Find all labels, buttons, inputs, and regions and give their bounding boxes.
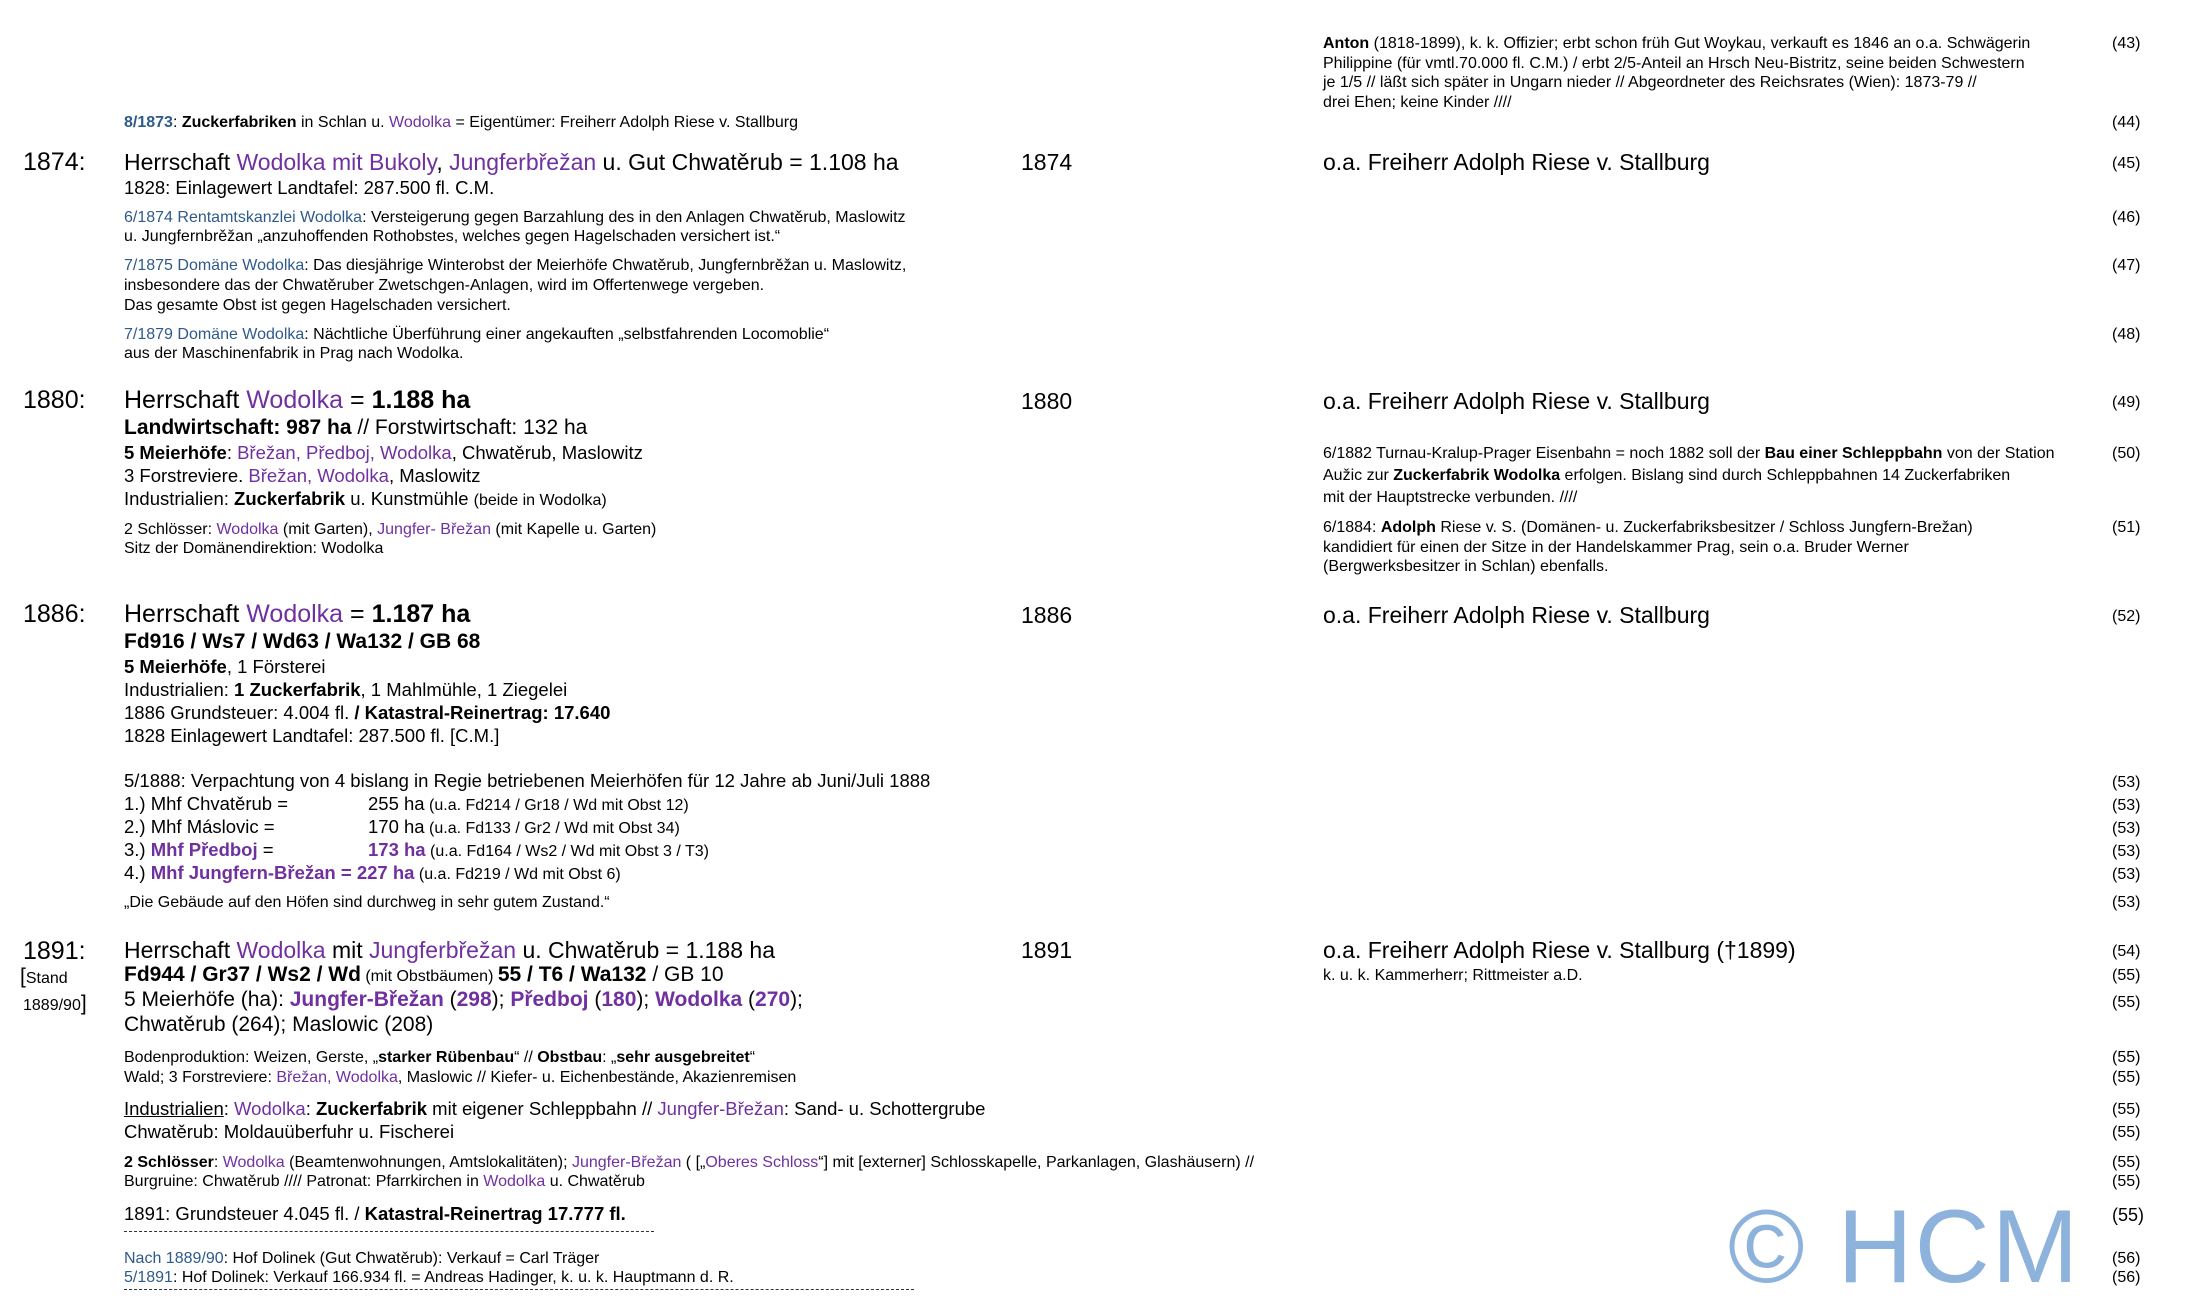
footnote-ref: (53) bbox=[2112, 820, 2141, 837]
footnote-ref: (53) bbox=[2112, 843, 2141, 860]
land-register-value-1874: 1828: Einlagewert Landtafel: 287.500 fl. C.M. bbox=[124, 177, 495, 198]
footnote-ref: (46) bbox=[2112, 209, 2141, 226]
year-column-1891: 1891 bbox=[1021, 937, 1073, 963]
footnote-ref: (50) bbox=[2112, 445, 2141, 462]
note-1874-line1: 6/1874 Rentamtskanzlei Wodolka: Versteigerung gegen Barzahlung des in den Anlagen Chwatěrub, Maslowitz bbox=[124, 209, 906, 226]
anton-name: Anton bbox=[1323, 35, 1370, 52]
footnote-ref: (43) bbox=[2112, 35, 2141, 52]
farm-lease-row-2-area: 170 ha (u.a. Fd133 / Gr2 / Wd mit Obst 34) bbox=[368, 816, 680, 837]
footnote-ref: (44) bbox=[2112, 114, 2141, 131]
anton-note-line3: je 1/5 // läßt sich später in Ungarn nieder // Abgeordneter des Reichsrates (Wien): 1873-79 // bbox=[1323, 74, 1977, 91]
footnote-ref: (55) bbox=[2112, 1124, 2141, 1141]
industry-1886: Industrialien: 1 Zuckerfabrik, 1 Mahlmühle, 1 Ziegelei bbox=[124, 679, 568, 700]
buildings-quote-1888: „Die Gebäude auf den Höfen sind durchweg in sehr gutem Zustand.“ bbox=[124, 894, 610, 911]
tax-1886: 1886 Grundsteuer: 4.004 fl. / Katastral-Reinertrag: 17.640 bbox=[124, 702, 611, 723]
industry-1880: Industrialien: Zuckerfabrik u. Kunstmühle (beide in Wodolka) bbox=[124, 488, 607, 509]
note-1879-line1: 7/1879 Domäne Wodolka: Nächtliche Überführung einer angekauften „selbstfahrenden Locomoblie“ bbox=[124, 326, 830, 343]
administration-seat-1880: Sitz der Domänendirektion: Wodolka bbox=[124, 540, 384, 557]
farm-lease-row-3-area: 173 ha (u.a. Fd164 / Ws2 / Wd mit Obst 3 / T3) bbox=[368, 839, 709, 860]
owner-1880: o.a. Freiherr Adolph Riese v. Stallburg bbox=[1323, 388, 1710, 414]
footnote-ref: (56) bbox=[2112, 1269, 2141, 1286]
note-1875-line3: Das gesamte Obst ist gegen Hagelschaden versichert. bbox=[124, 297, 511, 314]
farm-lease-row-1: 1.) Mhf Chvatěrub = bbox=[124, 793, 289, 814]
footnote-ref: (52) bbox=[2112, 608, 2141, 625]
footnote-ref: (53) bbox=[2112, 866, 2141, 883]
estate-title-1891: Herrschaft Wodolka mit Jungferbřežan u. Chwatěrub = 1.188 ha bbox=[124, 937, 775, 963]
footnote-ref: (55) bbox=[2112, 967, 2141, 984]
footnote-ref: (47) bbox=[2112, 257, 2141, 274]
year-label-1891: 1891: bbox=[23, 937, 86, 965]
footnote-ref: (49) bbox=[2112, 394, 2141, 411]
footnote-ref: (55) bbox=[2112, 1101, 2141, 1118]
footnote-ref: (55) bbox=[2112, 1069, 2141, 1086]
farm-lease-row-4: 4.) Mhf Jungfern-Břežan = 227 ha (u.a. Fd219 / Wd mit Obst 6) bbox=[124, 862, 621, 883]
castles-1880: 2 Schlösser: Wodolka (mit Garten), Jungfer- Břežan (mit Kapelle u. Garten) bbox=[124, 521, 657, 538]
lease-note-1888: 5/1888: Verpachtung von 4 bislang in Regie betriebenen Meierhöfen für 12 Jahre ab Juni/Juli 1888 bbox=[124, 770, 931, 791]
farms-1886: 5 Meierhöfe, 1 Försterei bbox=[124, 656, 326, 677]
footnote-ref: (55) bbox=[2112, 1205, 2145, 1225]
year-label-1880: 1880: bbox=[23, 386, 86, 414]
railway-note-line3: mit der Hauptstrecke verbunden. //// bbox=[1323, 489, 1578, 506]
anton-note-line2: Philippine (für vmtl.70.000 fl. C.M.) / erbt 2/5-Anteil an Hrsch Neu-Bistritz, seine beiden Schwestern bbox=[1323, 55, 2025, 72]
footnote-ref: (53) bbox=[2112, 774, 2141, 791]
year-label-1886: 1886: bbox=[23, 600, 86, 628]
farms-1891-line2: Chwatěrub (264); Maslowic (208) bbox=[124, 1013, 434, 1036]
footnote-ref: (56) bbox=[2112, 1250, 2141, 1267]
separator-line bbox=[124, 1289, 914, 1290]
note-1874-line2: u. Jungfernbrěžan „anzuhoffenden Rothobstes, welches gegen Hagelschaden versichert ist.“ bbox=[124, 228, 781, 245]
footnote-ref: (54) bbox=[2112, 943, 2141, 960]
industry-1891: Industrialien: Wodolka: Zuckerfabrik mit eigener Schleppbahn // Jungfer-Břežan: Sand- u. Schottergrube bbox=[124, 1098, 986, 1119]
dolinek-sale-2: 5/1891: Hof Dolinek: Verkauf 166.934 fl. = Andreas Hadinger, k. u. k. Hauptmann d. R. bbox=[124, 1269, 734, 1286]
land-codes-1891: Fd944 / Gr37 / Ws2 / Wd (mit Obstbäumen) 55 / T6 / Wa132 / GB 10 bbox=[124, 963, 724, 986]
land-codes-1886: Fd916 / Ws7 / Wd63 / Wa132 / GB 68 bbox=[124, 630, 481, 653]
footnote-ref: (55) bbox=[2112, 1173, 2141, 1190]
estate-title-1886: Herrschaft Wodolka = 1.187 ha bbox=[124, 600, 471, 628]
separator-line bbox=[124, 1231, 654, 1232]
owner-title-1891: k. u. k. Kammerherr; Rittmeister a.D. bbox=[1323, 967, 1583, 984]
railway-note-line1: 6/1882 Turnau-Kralup-Prager Eisenbahn = noch 1882 soll der Bau einer Schleppbahn von der Station bbox=[1323, 445, 2055, 462]
footnote-ref: (55) bbox=[2112, 994, 2141, 1011]
anton-note-line4: drei Ehen; keine Kinder //// bbox=[1323, 94, 1512, 111]
dolinek-sale-1: Nach 1889/90: Hof Dolinek (Gut Chwatěrub): Verkauf = Carl Träger bbox=[124, 1250, 600, 1267]
year-column-1880: 1880 bbox=[1021, 388, 1073, 414]
footnote-ref: (48) bbox=[2112, 326, 2141, 343]
castles-1891: 2 Schlösser: Wodolka (Beamtenwohnungen, Amtslokalitäten); Jungfer-Břežan ( [„Oberes Schloss“] mit [externer] Schlosskapelle, Parkanlagen, Glashäusern) // bbox=[124, 1154, 1255, 1171]
note-1875-line1: 7/1875 Domäne Wodolka: Das diesjährige Winterobst der Meierhöfe Chwatěrub, Jungfernbrěžan u. Maslowitz, bbox=[124, 257, 907, 274]
estate-title-1880: Herrschaft Wodolka = 1.188 ha bbox=[124, 386, 471, 414]
year-column-1886: 1886 bbox=[1021, 602, 1073, 628]
status-note-1891: [Stand bbox=[20, 965, 68, 988]
footnote-ref: (53) bbox=[2112, 894, 2141, 911]
estate-title-1874: Herrschaft Wodolka mit Bukoly, Jungferbřežan u. Gut Chwatěrub = 1.108 ha bbox=[124, 149, 899, 175]
industry-1891-line2: Chwatěrub: Moldauüberfuhr u. Fischerei bbox=[124, 1121, 455, 1142]
chamber-note-line3: (Bergwerksbesitzer in Schlan) ebenfalls. bbox=[1323, 558, 1609, 575]
owner-1886: o.a. Freiherr Adolph Riese v. Stallburg bbox=[1323, 602, 1710, 628]
year-column-1874: 1874 bbox=[1021, 149, 1073, 175]
agriculture-1891: Bodenproduktion: Weizen, Gerste, „starker Rübenbau“ // Obstbau: „sehr ausgebreitet“ bbox=[124, 1049, 756, 1066]
farm-lease-row-2: 2.) Mhf Máslovic = bbox=[124, 816, 275, 837]
farm-lease-row-3: 3.) Mhf Předboj = bbox=[124, 839, 274, 860]
forest-districts-1880: 3 Forstreviere. Břežan, Wodolka, Maslowitz bbox=[124, 465, 481, 486]
chamber-note-line1: 6/1884: Adolph Riese v. S. (Domänen- u. Zuckerfabriksbesitzer / Schloss Jungfern-Brežan) bbox=[1323, 519, 1973, 536]
footnote-ref: (45) bbox=[2112, 155, 2141, 172]
footnote-ref: (55) bbox=[2112, 1154, 2141, 1171]
footnote-ref: (51) bbox=[2112, 519, 2141, 536]
land-register-value-1886: 1828 Einlagewert Landtafel: 287.500 fl. [C.M.] bbox=[124, 725, 500, 746]
footnote-ref: (53) bbox=[2112, 797, 2141, 814]
farms-1891: 5 Meierhöfe (ha): Jungfer-Břežan (298); Předboj (180); Wodolka (270); bbox=[124, 988, 803, 1011]
ruin-patronage-1891: Burgruine: Chwatěrub //// Patronat: Pfarrkirchen in Wodolka u. Chwatěrub bbox=[124, 1173, 645, 1190]
forest-1891: Wald; 3 Forstreviere: Břežan, Wodolka, Maslowic // Kiefer- u. Eichenbestände, Akazienremisen bbox=[124, 1069, 797, 1086]
status-note-1891-years: 1889/90] bbox=[23, 992, 87, 1015]
footnote-ref: (55) bbox=[2112, 1049, 2141, 1066]
railway-note-line2: Aužic zur Zuckerfabrik Wodolka erfolgen. Bislang sind durch Schleppbahnen 14 Zuckerfabriken bbox=[1323, 467, 2011, 484]
owner-1874: o.a. Freiherr Adolph Riese v. Stallburg bbox=[1323, 149, 1710, 175]
note-1879-line2: aus der Maschinenfabrik in Prag nach Wodolka. bbox=[124, 345, 464, 362]
owner-1891: o.a. Freiherr Adolph Riese v. Stallburg (†1899) bbox=[1323, 937, 1796, 963]
anton-note-line1: Anton (1818-1899), k. k. Offizier; erbt schon früh Gut Woykau, verkauft es 1846 an o.a. Schwägerin bbox=[1323, 35, 2031, 52]
year-label-1874: 1874: bbox=[23, 148, 86, 176]
copyright-watermark: © HCM bbox=[1728, 1189, 2081, 1305]
land-use-1880: Landwirtschaft: 987 ha // Forstwirtschaft: 132 ha bbox=[124, 416, 588, 439]
chamber-note-line2: kandidiert für einen der Sitze in der Handelskammer Prag, sein o.a. Bruder Werner bbox=[1323, 539, 1909, 556]
tax-1891: 1891: Grundsteuer 4.045 fl. / Katastral-Reinertrag 17.777 fl. bbox=[124, 1203, 626, 1224]
farm-lease-row-1-area: 255 ha (u.a. Fd214 / Gr18 / Wd mit Obst 12) bbox=[368, 793, 689, 814]
farms-1880: 5 Meierhöfe: Břežan, Předboj, Wodolka, Chwatěrub, Maslowitz bbox=[124, 442, 643, 463]
sugar-factory-1873-note: 8/1873: Zuckerfabriken in Schlan u. Wodolka = Eigentümer: Freiherr Adolph Riese v. Stallburg bbox=[124, 114, 798, 131]
note-1875-line2: insbesondere das der Chwatěruber Zwetschgen-Anlagen, wird im Offertenwege vergeben. bbox=[124, 277, 765, 294]
